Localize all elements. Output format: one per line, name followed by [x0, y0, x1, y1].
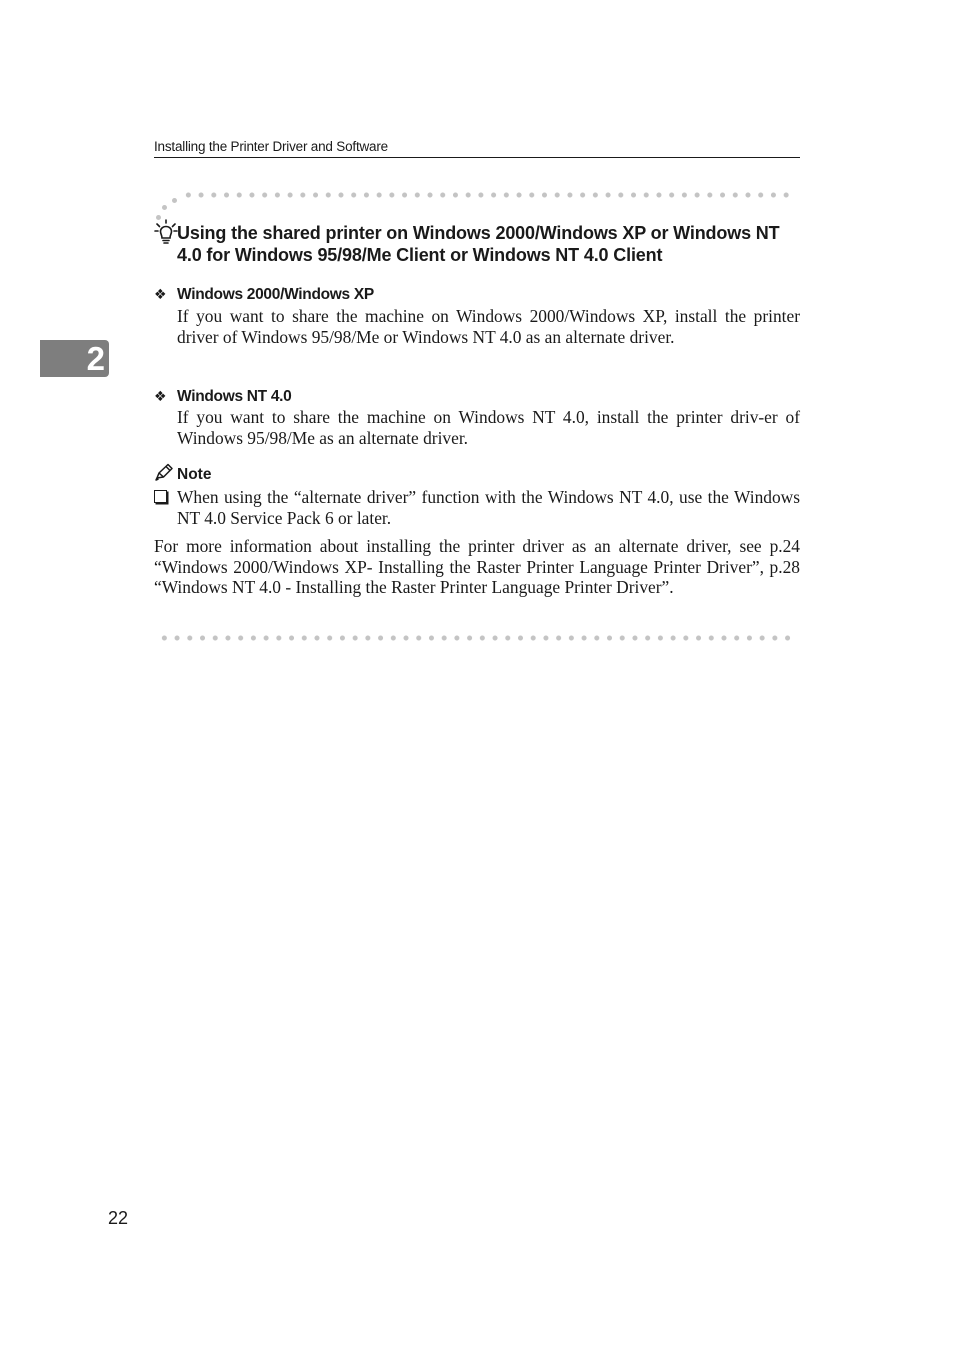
- lightbulb-icon: [154, 219, 178, 245]
- section-heading-win2000-xp: [154, 284, 374, 305]
- dot-divider-corner: [162, 205, 167, 210]
- section-body-win2000-xp: If you want to share the machine on Windows 2000/Windows XP, install the printer driver of Windows 95/98/Me or Windows NT 4.0 as an alternate driver.: [177, 306, 800, 347]
- section-heading-text: Windows 2000/Windows XP: [177, 286, 374, 303]
- dot-divider-corner: [172, 198, 177, 203]
- tip-title: Using the shared printer on Windows 2000/Windows XP or Windows NT 4.0 for Windows 95/98/Me Client or Windows NT 4.0 Client: [177, 223, 780, 265]
- diamond-bullet-icon: ❖: [154, 286, 167, 302]
- section-body-nt4: If you want to share the machine on Windows NT 4.0, install the printer driv-er of Windows 95/98/Me as an alternate driver.: [177, 407, 800, 448]
- pencil-icon: [154, 463, 174, 481]
- page-number: 22: [108, 1208, 129, 1228]
- dot-divider-top: [182, 192, 796, 198]
- more-info-paragraph: For more information about installing the printer driver as an alternate driver, see p.24 “Windows 2000/Windows XP- Installing the Raster Printer Language Printer Driver”, p.28 “Windows NT 4.0 - Installing the Raster Printer Language Printer Driver”.: [154, 536, 800, 598]
- section-heading-text: Windows NT 4.0: [177, 388, 292, 405]
- note-item: [154, 487, 800, 529]
- section-heading-nt4: [154, 386, 292, 407]
- note-heading: [154, 463, 211, 485]
- diamond-bullet-icon: ❖: [154, 388, 167, 404]
- chapter-tab: 2: [40, 340, 109, 377]
- checkbox-bullet-icon: [154, 490, 167, 503]
- note-item-text: When using the “alternate driver” function with the Windows NT 4.0, use the Windows NT 4.0 Service Pack 6 or later.: [177, 487, 800, 528]
- running-header: Installing the Printer Driver and Software: [154, 139, 800, 158]
- note-heading-text: Note: [177, 466, 212, 483]
- dot-divider-bottom: [158, 635, 796, 641]
